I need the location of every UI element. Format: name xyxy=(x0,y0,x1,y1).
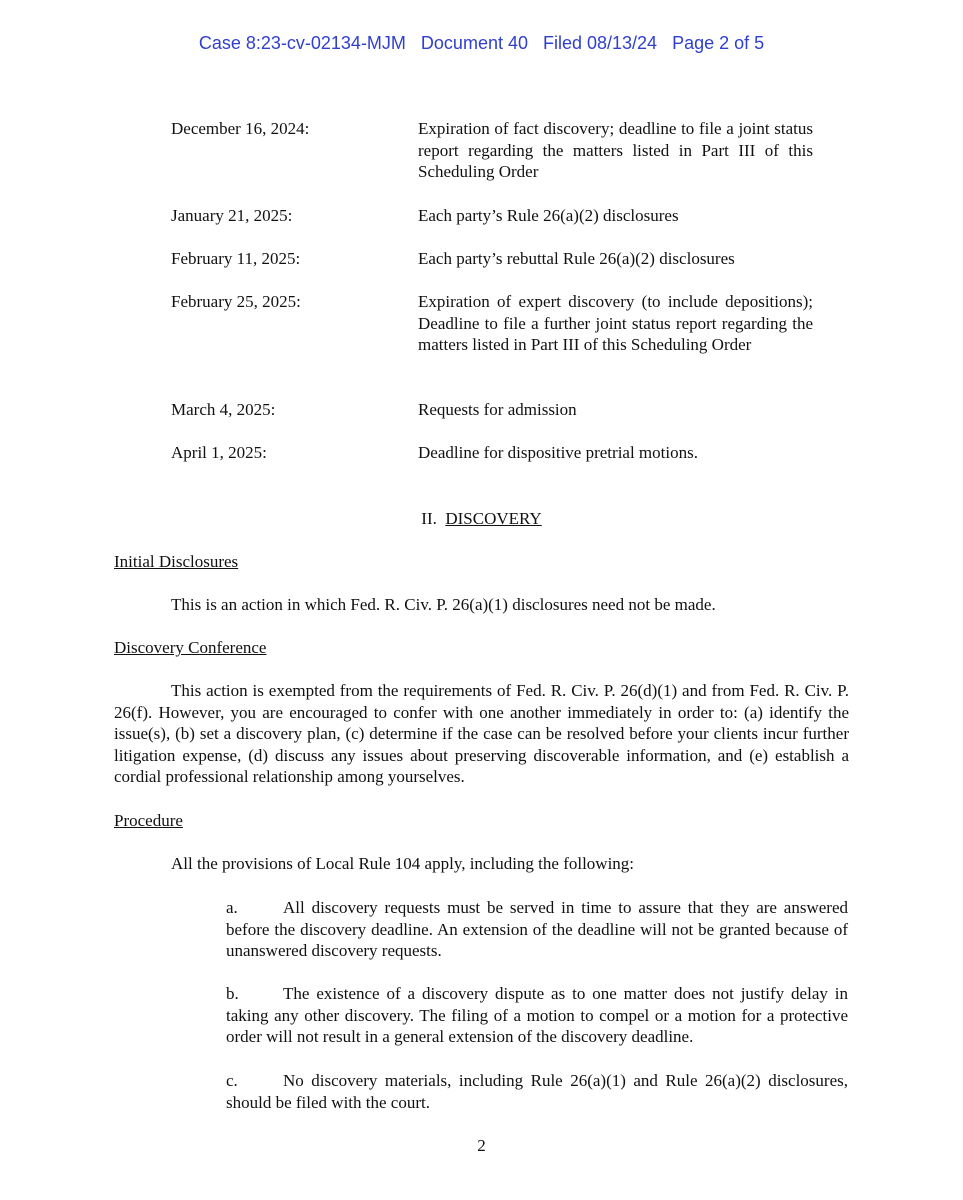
schedule-date: March 4, 2025: xyxy=(171,400,276,419)
page-number: 2 xyxy=(477,1136,486,1155)
item-letter: a. xyxy=(226,898,238,917)
item-letter: c. xyxy=(226,1071,238,1090)
initial-disclosures-text: This is an action in which Fed. R. Civ. P. 26(a)(1) disclosures need not be made. xyxy=(171,595,716,614)
section-name: DISCOVERY xyxy=(445,509,542,528)
schedule-description: Expiration of fact discovery; deadline to file a joint status report regarding the matters listed in Part III of this Scheduling Order xyxy=(418,119,813,181)
schedule-date: February 11, 2025: xyxy=(171,249,301,268)
procedure-heading: Procedure xyxy=(114,811,183,830)
schedule-description: Expiration of expert discovery (to include depositions); Deadline to file a further joint status report regarding the matters listed in Part III of this Scheduling Order xyxy=(418,292,813,354)
item-text: All discovery requests must be served in time to assure that they are answered before the discovery deadline. An extension of the deadline will not be granted because of unanswered discovery requests. xyxy=(226,898,848,960)
schedule-date: February 25, 2025: xyxy=(171,292,301,311)
item-text: The existence of a discovery dispute as to one matter does not justify delay in taking any other discovery. The filing of a motion to compel or a motion for a protective order will not result in a general extension of the discovery deadline. xyxy=(226,984,848,1046)
schedule-description: Requests for admission xyxy=(418,400,577,419)
procedure-intro: All the provisions of Local Rule 104 apply, including the following: xyxy=(171,854,635,873)
discovery-conference-text: This action is exempted from the requirements of Fed. R. Civ. P. 26(d)(1) and from Fed. R. Civ. P. 26(f). However, you are encouraged to confer with one another immediately in order to: (a) identify the issue(s), (b) set a discovery plan, (c) determine if the case can be resolved before your clients incur further litigation expense, (d) discuss any issues about preserving discoverable information, and (e) establish a cordial professional relationship among yourselves. xyxy=(114,681,849,786)
procedure-item xyxy=(226,983,848,1048)
item-letter: b. xyxy=(226,984,239,1003)
schedule-description: Deadline for dispositive pretrial motions. xyxy=(418,443,698,462)
procedure-item xyxy=(226,897,848,962)
procedure-item xyxy=(226,1070,848,1113)
schedule-description: Each party’s Rule 26(a)(2) disclosures xyxy=(418,206,679,225)
discovery-conference-heading: Discovery Conference xyxy=(114,638,267,657)
schedule-date: April 1, 2025: xyxy=(171,443,267,462)
schedule-description: Each party’s rebuttal Rule 26(a)(2) disclosures xyxy=(418,249,735,268)
schedule-date: January 21, 2025: xyxy=(171,206,293,225)
section-title xyxy=(0,508,963,530)
initial-disclosures-heading: Initial Disclosures xyxy=(114,552,239,571)
section-number: II. xyxy=(421,509,437,528)
schedule-date: December 16, 2024: xyxy=(171,119,310,138)
case-header: Case 8:23-cv-02134-MJM Document 40 Filed 08/13/24 Page 2 of 5 xyxy=(198,33,765,53)
item-text: No discovery materials, including Rule 26(a)(1) and Rule 26(a)(2) disclosures, should be filed with the court. xyxy=(226,1071,848,1112)
